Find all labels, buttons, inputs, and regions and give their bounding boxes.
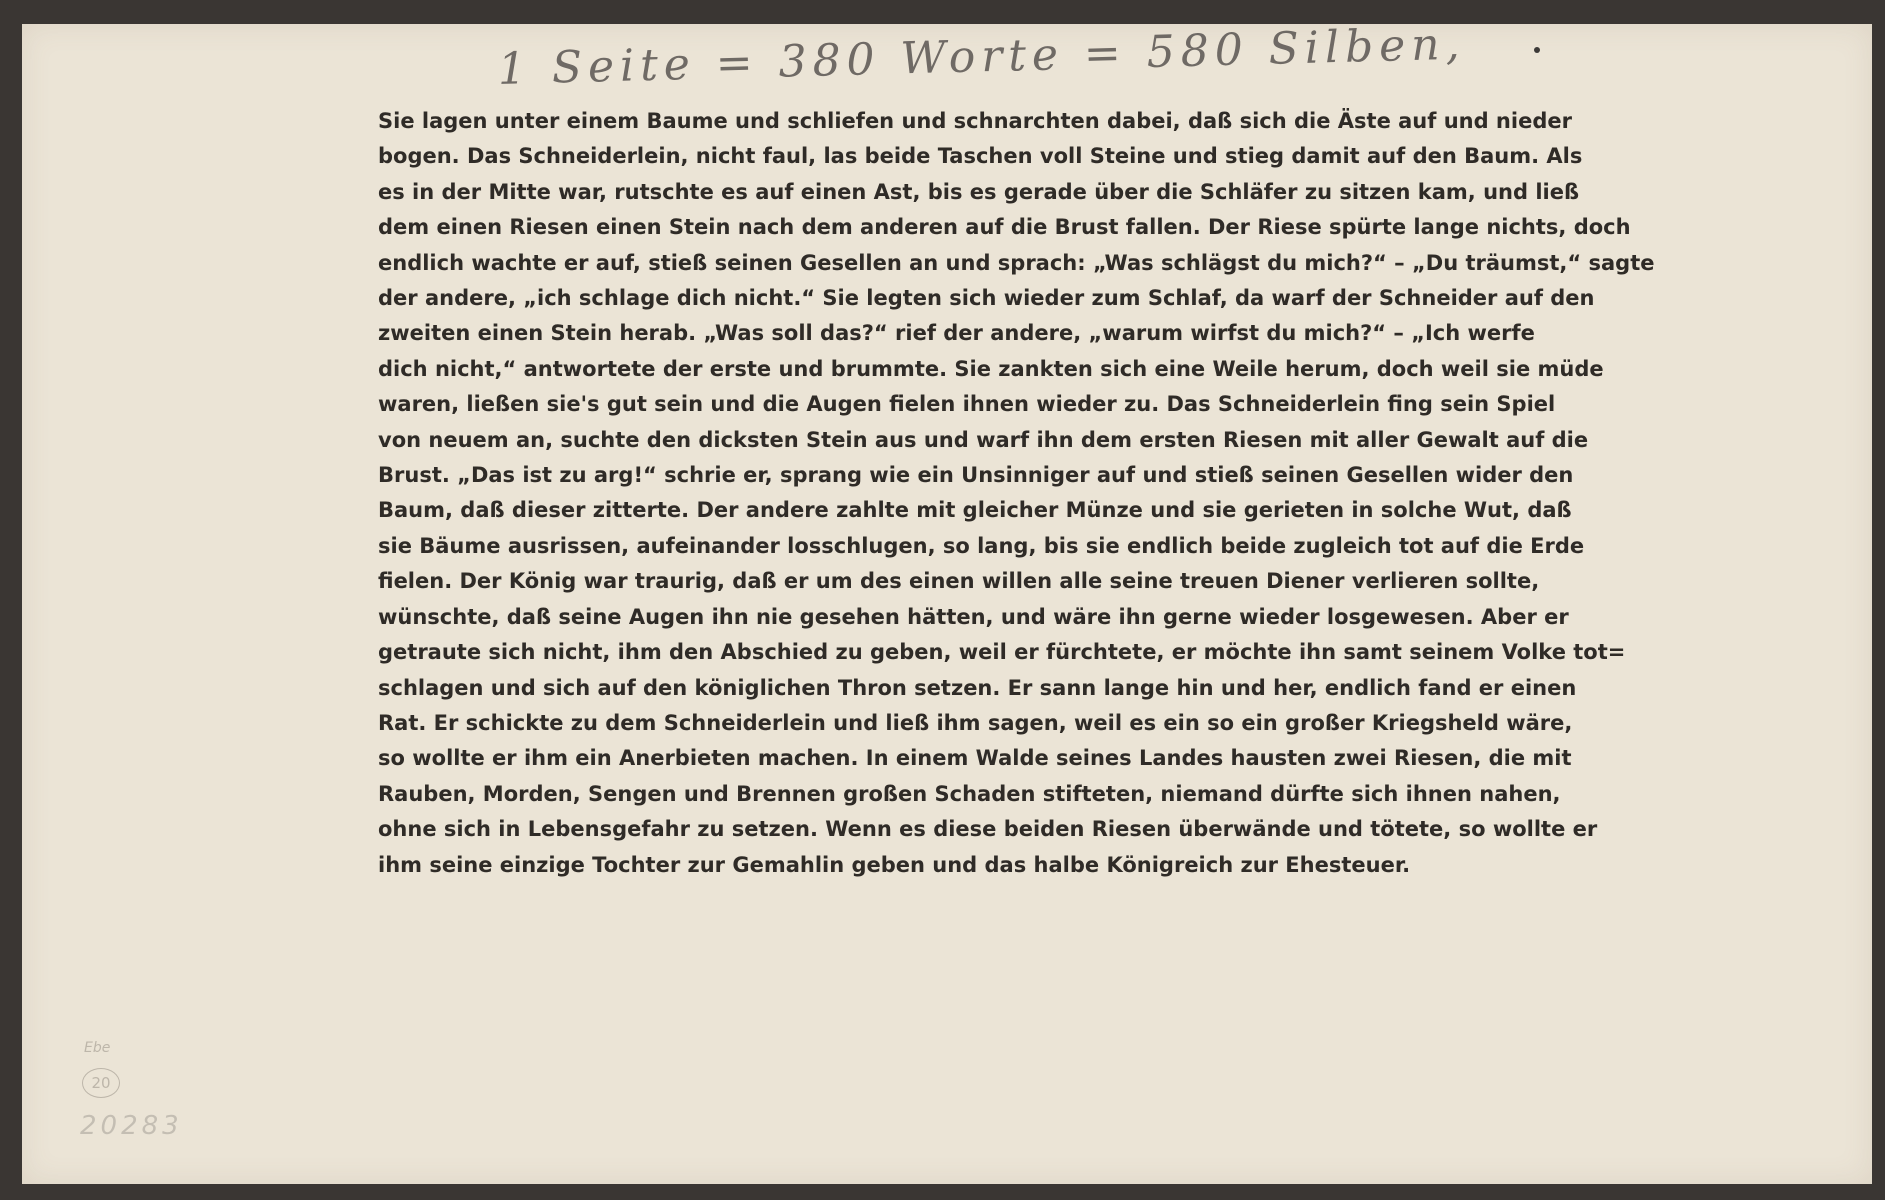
text-line: endlich wachte er auf, stieß seinen Gesellen an und sprach: „Was schlägst du mich?“ – „Du träumst,“ sagte xyxy=(378,250,1655,275)
text-line: dem einen Riesen einen Stein nach dem anderen auf die Brust fallen. Der Riese spürte lange nichts, doch xyxy=(378,215,1631,240)
pencil-inventory-number: 20283 xyxy=(80,1111,183,1141)
text-line: ohne sich in Lebensgefahr zu setzen. Wenn es diese beiden Riesen überwände und tötete, so wollte er xyxy=(378,817,1598,842)
pencil-circled-number: 20 xyxy=(82,1068,120,1098)
text-line: zweiten einen Stein herab. „Was soll das?“ rief der andere, „warum wirfst du mich?“ – „Ich werfe xyxy=(378,321,1535,346)
text-line: Rat. Er schickte zu dem Schneiderlein und ließ ihm sagen, weil es ein so ein großer Kriegsheld wäre, xyxy=(378,710,1573,735)
pencil-annotation xyxy=(70,1040,250,1160)
text-line: von neuem an, suchte den dicksten Stein aus und warf ihn dem ersten Riesen mit aller Gewalt auf die xyxy=(378,427,1589,452)
text-line: Baum, daß dieser zitterte. Der andere zahlte mit gleicher Münze und sie gerieten in solche Wut, daß xyxy=(378,498,1572,523)
handwritten-header: 1 Seite = 380 Worte = 580 Silben, xyxy=(497,18,1467,95)
text-line: ihm seine einzige Tochter zur Gemahlin geben und das halbe Königreich zur Ehesteuer. xyxy=(378,852,1411,877)
text-line: bogen. Das Schneiderlein, nicht faul, las beide Taschen voll Steine und stieg damit auf den Baum. Als xyxy=(378,144,1583,169)
typed-paragraph xyxy=(378,104,1655,883)
ink-dot xyxy=(1534,47,1540,53)
text-line: dich nicht,“ antwortete der erste und brummte. Sie zankten sich eine Weile herum, doch weil sie müde xyxy=(378,356,1604,381)
text-line: waren, ließen sie's gut sein und die Augen fielen ihnen wieder zu. Das Schneiderlein fing sein Spiel xyxy=(378,392,1556,417)
text-line: es in der Mitte war, rutschte es auf einen Ast, bis es gerade über die Schläfer zu sitzen kam, und ließ xyxy=(378,179,1580,204)
text-line: sie Bäume ausrissen, aufeinander losschlugen, so lang, bis sie endlich beide zugleich tot auf die Erde xyxy=(378,533,1585,558)
text-line: Brust. „Das ist zu arg!“ schrie er, sprang wie ein Unsinniger auf und stieß seinen Gesellen wider den xyxy=(378,463,1574,488)
text-line: Sie lagen unter einem Baume und schliefen und schnarchten dabei, daß sich die Äste auf und nieder xyxy=(378,109,1572,133)
text-line: getraute sich nicht, ihm den Abschied zu geben, weil er fürchtete, er möchte ihn samt seinem Volke tot= xyxy=(378,640,1626,665)
text-line: der andere, „ich schlage dich nicht.“ Sie legten sich wieder zum Schlaf, da warf der Schneider auf den xyxy=(378,286,1595,311)
text-line: wünschte, daß seine Augen ihn nie gesehen hätten, und wäre ihn gerne wieder losgewesen. Aber er xyxy=(378,604,1569,629)
text-line: fielen. Der König war traurig, daß er um des einen willen alle seine treuen Diener verlieren sollte, xyxy=(378,569,1540,594)
text-line: schlagen und sich auf den königlichen Thron setzen. Er sann lange hin und her, endlich fand er einen xyxy=(378,675,1577,700)
text-line: so wollte er ihm ein Anerbieten machen. In einem Walde seines Landes hausten zwei Riesen, die mit xyxy=(378,746,1572,771)
text-line: Rauben, Morden, Sengen und Brennen großen Schaden stifteten, niemand dürfte sich ihnen nahen, xyxy=(378,781,1561,806)
pencil-small-mark: Ebe xyxy=(84,1040,111,1056)
